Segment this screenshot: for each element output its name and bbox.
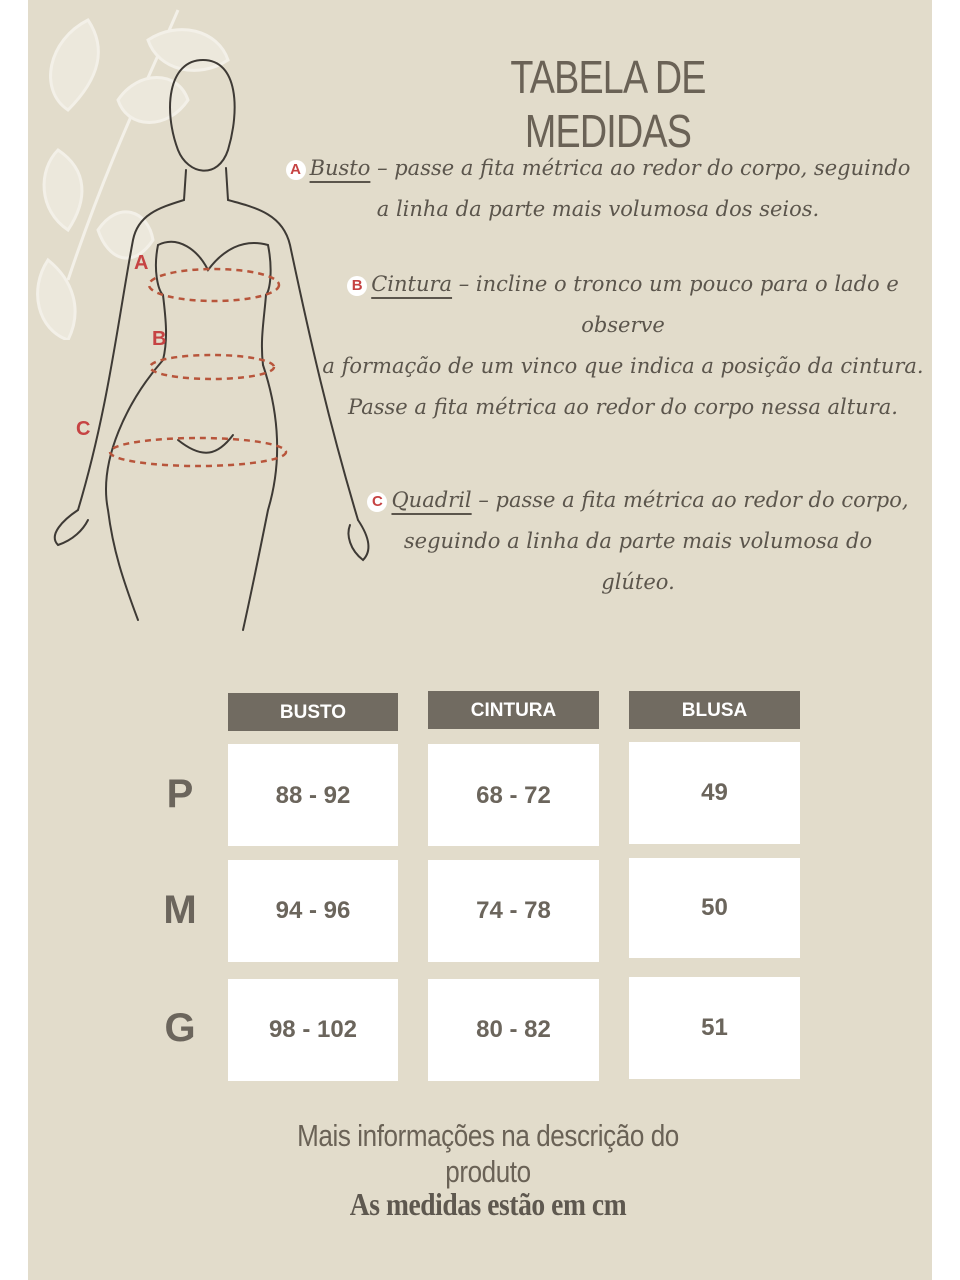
keyword-busto: Busto — [309, 156, 371, 180]
column-header-blusa: BLUSA — [629, 691, 800, 729]
table-cell: 94 - 96 — [228, 860, 398, 962]
more-info-text: Mais informações na descrição do produto — [297, 1118, 679, 1189]
column-header-cintura: CINTURA — [428, 691, 599, 729]
description-cintura-line-4: Passe a fita métrica ao redor do corpo nessa altura. — [348, 395, 898, 419]
marker-c: C — [367, 492, 387, 512]
figure-label-c: C — [76, 418, 91, 440]
keyword-cintura: Cintura — [371, 272, 453, 296]
size-label-p: P — [166, 772, 194, 816]
description-quadril-line-1: C Quadril – passe a fita métrica ao redor do corpo, — [348, 480, 928, 521]
description-cintura-line-1: B Cintura – incline o tronco um pouco para o lado e — [318, 264, 928, 305]
table-cell: 50 — [629, 858, 800, 958]
description-quadril-line-3: glúteo. — [601, 570, 675, 594]
table-cell: 68 - 72 — [428, 744, 599, 846]
description-busto-line-1: A Busto – passe a fita métrica ao redor do corpo, seguindo — [278, 148, 918, 189]
table-cell: 51 — [629, 977, 800, 1079]
size-chart-panel — [28, 0, 932, 1280]
description-quadril — [348, 480, 928, 603]
marker-a: A — [286, 160, 306, 180]
table-cell: 74 - 78 — [428, 860, 599, 962]
page-title: TABELA DE MEDIDAS — [510, 51, 706, 157]
description-cintura-line-2: observe — [581, 313, 665, 337]
keyword-quadril: Quadril — [391, 488, 472, 512]
table-cell: 49 — [629, 742, 800, 844]
units-note: As medidas estão em cm — [349, 1186, 627, 1222]
figure-label-a: A — [134, 252, 149, 274]
table-cell: 98 - 102 — [228, 979, 398, 1081]
description-quadril-line-2: seguindo a linha da parte mais volumosa do — [403, 529, 873, 553]
description-cintura — [318, 264, 928, 428]
size-label-m: M — [163, 888, 197, 932]
table-cell: 80 - 82 — [428, 979, 599, 1081]
table-cell: 88 - 92 — [228, 744, 398, 846]
marker-b: B — [347, 276, 367, 296]
description-busto — [278, 148, 918, 230]
column-header-busto: BUSTO — [228, 693, 398, 731]
description-busto-line-2: a linha da parte mais volumosa dos seios. — [376, 197, 820, 221]
figure-label-b: B — [152, 328, 167, 350]
description-cintura-line-3: a formação de um vinco que indica a posição da cintura. — [322, 354, 924, 378]
size-label-g: G — [164, 1006, 196, 1050]
